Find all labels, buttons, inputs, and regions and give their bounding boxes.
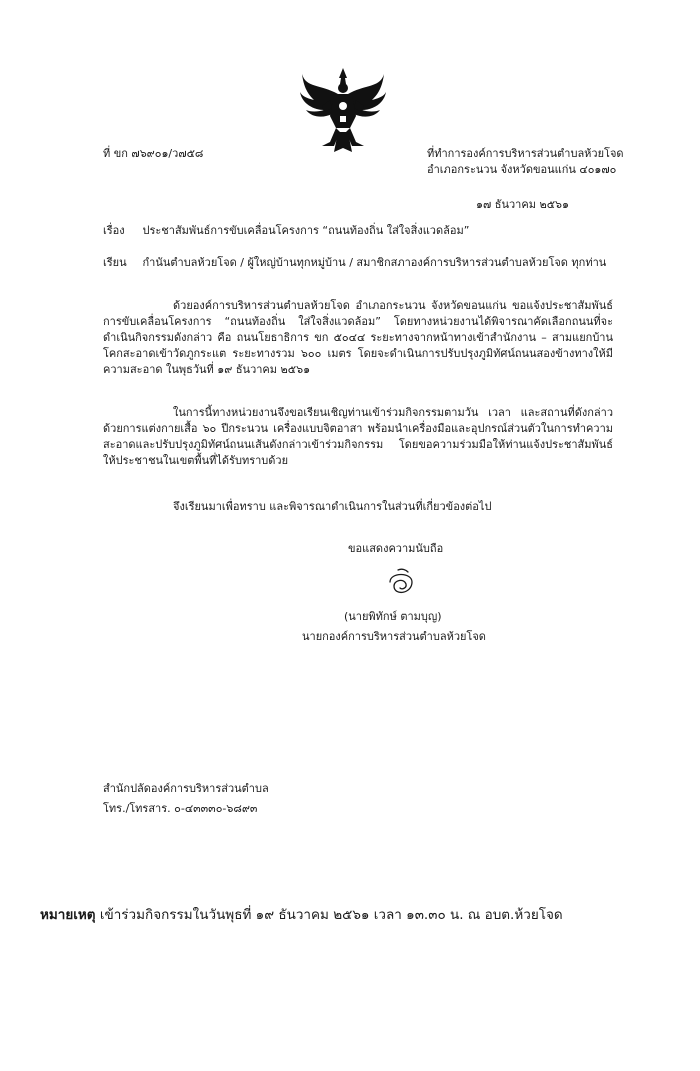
note-text: เข้าร่วมกิจกรรมในวันพุธที่ ๑๙ ธันวาคม ๒๕๖๑ เวลา ๑๓.๓๐ น. ณ อบต.ห้วยโจด [95, 907, 563, 923]
subject-line [103, 223, 469, 239]
note-line [40, 905, 563, 925]
paragraph-1-text: ด้วยองค์การบริหารส่วนตำบลห้วยโจด อำเภอกระนวน จังหวัดขอนแก่น ขอแจ้งประชาสัมพันธ์การขับเคลื่อนโครงการ “ถนนท้องถิ่น ใส่ใจสิ่งแวดล้อม” โดยทางหน่วยงานได้พิจารณาคัดเลือกถนนที่จะดำเนินกิจกรรมดังกล่าว คือ ถนนโยธาธิการ ขก ๕๐๔๔ ระยะทางจากหน้าทางเข้าสำนักงาน – สามแยกบ้านโคกสะอาดเข้าวัดภูกระแต ระยะทางรวม ๖๐๐ เมตร โดยจะดำเนินการปรับปรุงภูมิทัศน์ถนนสองข้างทางให้มีความสะอาด ในพุธวันที่ ๑๙ ธันวาคม ๒๕๖๑ [103, 299, 613, 376]
signatory-title: นายกองค์การบริหารส่วนตำบลห้วยโจด [302, 630, 486, 643]
signature-mark [384, 566, 418, 600]
office-district: อำเภอกระนวน จังหวัดขอนแก่น ๔๐๑๗๐ [427, 163, 617, 176]
letter-date: ๑๗ ธันวาคม ๒๕๖๑ [476, 198, 569, 211]
office-address [427, 146, 624, 178]
subject-text: ประชาสัมพันธ์การขับเคลื่อนโครงการ “ถนนท้องถิ่น ใส่ใจสิ่งแวดล้อม” [142, 224, 470, 237]
phone-fax: โทร./โทรสาร. ๐-๔๓๓๓๐-๖๘๙๓ [103, 802, 258, 815]
recipient-label: เรียน [103, 256, 127, 269]
closing-sentence: จึงเรียนมาเพื่อทราบ และพิจารณาดำเนินการในส่วนที่เกี่ยวข้องต่อไป [173, 500, 492, 513]
subject-label: เรื่อง [103, 224, 125, 237]
signatory-name: (นายพิทักษ์ ตามบุญ) [344, 610, 442, 623]
regards: ขอแสดงความนับถือ [348, 542, 444, 555]
paragraph-2-text: ในการนี้ทางหน่วยงานจึงขอเรียนเชิญท่านเข้าร่วมกิจกรรมตามวัน เวลา และสถานที่ดังกล่าวด้วยการแต่งกายเสื้อ ๖๐ ปีกระนวน เครื่องแบบจิตอาสา พร้อมนำเครื่องมือและอุปกรณ์ส่วนตัวในการทำความสะอาดและปรับปรุงภูมิทัศน์ถนนเส้นดังกล่าวเข้าร่วมกิจกรรม โดยขอความร่วมมือให้ท่านแจ้งประชาสัมพันธ์ให้ประชาชนในเขตพื้นที่ได้รับทราบด้วย [103, 406, 613, 467]
recipient-text: กำนันตำบลห้วยโจด / ผู้ใหญ่บ้านทุกหมู่บ้าน / สมาชิกสภาองค์การบริหารส่วนตำบลห้วยโจด ทุกท่าน [142, 256, 607, 269]
body-paragraph-2 [103, 405, 613, 469]
garuda-emblem [300, 66, 386, 156]
document-number: ที่ ขก ๗๖๙๐๑/ว๗๕๘ [103, 147, 204, 160]
office-name: ที่ทำการองค์การบริหารส่วนตำบลห้วยโจด [427, 147, 624, 160]
body-paragraph-1 [103, 298, 613, 378]
note-label: หมายเหตุ [40, 907, 96, 923]
department-name: สำนักปลัดองค์การบริหารส่วนตำบล [103, 782, 269, 795]
recipient-line [103, 255, 606, 271]
